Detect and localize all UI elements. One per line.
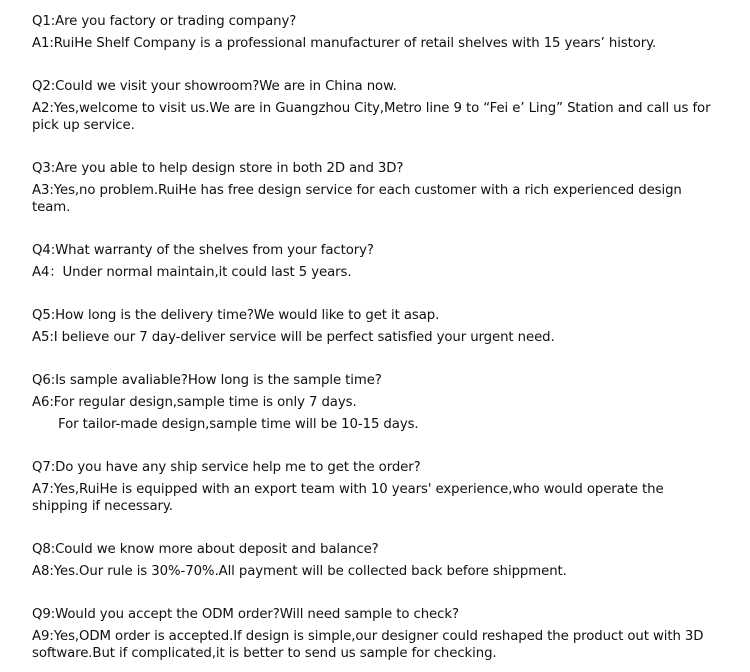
question-7: Q7:Do you have any ship service help me to get the order?	[32, 460, 421, 475]
faq-item-3	[32, 160, 722, 216]
faq-item-9	[32, 606, 722, 662]
answer-5: A5:I believe our 7 day-deliver service will be perfect satisfied your urgent need.	[32, 330, 555, 345]
question-8: Q8:Could we know more about deposit and balance?	[32, 542, 379, 557]
answer-8: A8:Yes.Our rule is 30%-70%.All payment will be collected back before shippment.	[32, 564, 567, 579]
faq-item-5	[32, 307, 722, 346]
answer-4: A4：Under normal maintain,it could last 5 years.	[32, 265, 352, 280]
question-1: Q1:Are you factory or trading company?	[32, 14, 297, 29]
faq-item-1	[32, 13, 722, 52]
faq-item-4	[32, 242, 722, 281]
faq-item-8	[32, 541, 722, 580]
question-4: Q4:What warranty of the shelves from your factory?	[32, 243, 374, 258]
faq-item-6	[32, 372, 722, 433]
answer-1: A1:RuiHe Shelf Company is a professional manufacturer of retail shelves with 15 years’ history.	[32, 36, 657, 51]
answer-9: A9:Yes,ODM order is accepted.If design is simple,our designer could reshaped the product out with 3D software.But if complicated,it is better to send us sample for checking.	[32, 629, 704, 661]
answer-2: A2:Yes,welcome to visit us.We are in Guangzhou City,Metro line 9 to “Fei e’ Ling” Station and call us for pick up service.	[32, 101, 711, 133]
faq-list	[32, 13, 722, 662]
answer-3: A3:Yes,no problem.RuiHe has free design service for each customer with a rich experienced design team.	[32, 183, 682, 215]
question-3: Q3:Are you able to help design store in both 2D and 3D?	[32, 161, 404, 176]
question-6: Q6:Is sample avaliable?How long is the sample time?	[32, 373, 382, 388]
answer-6-continued: For tailor-made design,sample time will be 10-15 days.	[58, 417, 419, 432]
answer-6: A6:For regular design,sample time is only 7 days.	[32, 395, 357, 410]
answer-7: A7:Yes,RuiHe is equipped with an export team with 10 years' experience,who would operate the shipping if necessary.	[32, 482, 664, 514]
question-2: Q2:Could we visit your showroom?We are in China now.	[32, 79, 397, 94]
faq-item-7	[32, 459, 722, 515]
question-5: Q5:How long is the delivery time?We would like to get it asap.	[32, 308, 440, 323]
faq-item-2	[32, 78, 722, 134]
question-9: Q9:Would you accept the ODM order?Will need sample to check?	[32, 607, 459, 622]
